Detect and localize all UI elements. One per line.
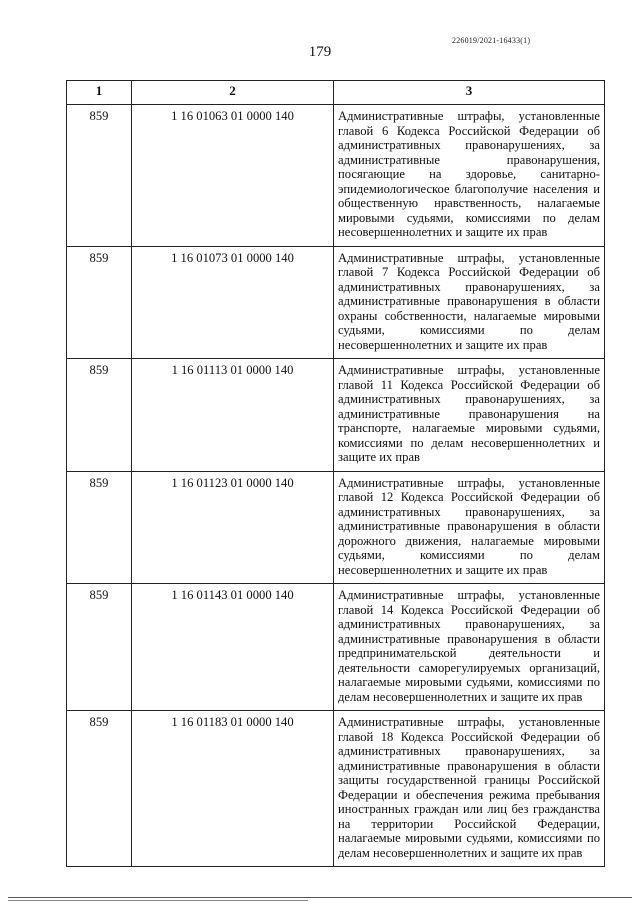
footer-divider-secondary (8, 900, 308, 901)
table-row (67, 246, 605, 359)
revenue-description: Административные штрафы, установленные главой 6 Кодекса Российской Федерации об административных правонарушениях, за административные правонарушения, посягающие на здоровье, санитарно-эпидемиологическое благополучие населения и общественную нравственность, налагаемые мировыми судьями, комиссиями по делам несовершеннолетних и защите их прав (334, 105, 605, 247)
page-number: 179 (308, 44, 332, 60)
budget-classification-code: 1 16 01113 01 0000 140 (132, 359, 334, 472)
table-row (67, 471, 605, 584)
administrator-code: 859 (67, 584, 132, 711)
administrator-code: 859 (67, 246, 132, 359)
budget-classification-code: 1 16 01073 01 0000 140 (132, 246, 334, 359)
budget-classification-code: 1 16 01063 01 0000 140 (132, 105, 334, 247)
revenue-description: Административные штрафы, установленные главой 14 Кодекса Российской Федерации об административных правонарушениях, за административные правонарушения в области предпринимательской деятельности и деятельности саморегулируемых организаций, налагаемые мировыми судьями, комиссиями по делам несовершеннолетних и защите их прав (334, 584, 605, 711)
budget-codes-table (66, 80, 605, 867)
table-row (67, 359, 605, 472)
revenue-description: Административные штрафы, установленные главой 12 Кодекса Российской Федерации об административных правонарушениях, за административные правонарушения в области дорожного движения, налагаемые мировыми судьями, комиссиями по делам несовершеннолетних и защите их прав (334, 471, 605, 584)
revenue-description: Административные штрафы, установленные главой 18 Кодекса Российской Федерации об административных правонарушениях, за административные правонарушения в области защиты государственной границы Российской Федерации и обеспечения режима пребывания иностранных граждан или лиц без гражданства на территории Российской Федерации, налагаемые мировыми судьями, комиссиями по делам несовершеннолетних и защите их прав (334, 711, 605, 867)
administrator-code: 859 (67, 471, 132, 584)
table-row (67, 584, 605, 711)
administrator-code: 859 (67, 359, 132, 472)
column-header-2: 2 (132, 81, 334, 105)
administrator-code: 859 (67, 711, 132, 867)
footer-divider (8, 897, 632, 898)
revenue-description: Административные штрафы, установленные главой 11 Кодекса Российской Федерации об административных правонарушениях, за административные правонарушения на транспорте, налагаемые мировыми судьями, комиссиями по делам несовершеннолетних и защите их прав (334, 359, 605, 472)
column-header-1: 1 (67, 81, 132, 105)
revenue-description: Административные штрафы, установленные главой 7 Кодекса Российской Федерации об административных правонарушениях, за административные правонарушения в области охраны собственности, налагаемые мировыми судьями, комиссиями по делам несовершеннолетних и защите их прав (334, 246, 605, 359)
table-header-row (67, 81, 605, 105)
budget-classification-code: 1 16 01143 01 0000 140 (132, 584, 334, 711)
table-row (67, 105, 605, 247)
budget-classification-code: 1 16 01183 01 0000 140 (132, 711, 334, 867)
document-id: 226019/2021-16433(1) (452, 36, 531, 45)
column-header-3: 3 (334, 81, 605, 105)
administrator-code: 859 (67, 105, 132, 247)
table-row (67, 711, 605, 867)
budget-classification-code: 1 16 01123 01 0000 140 (132, 471, 334, 584)
